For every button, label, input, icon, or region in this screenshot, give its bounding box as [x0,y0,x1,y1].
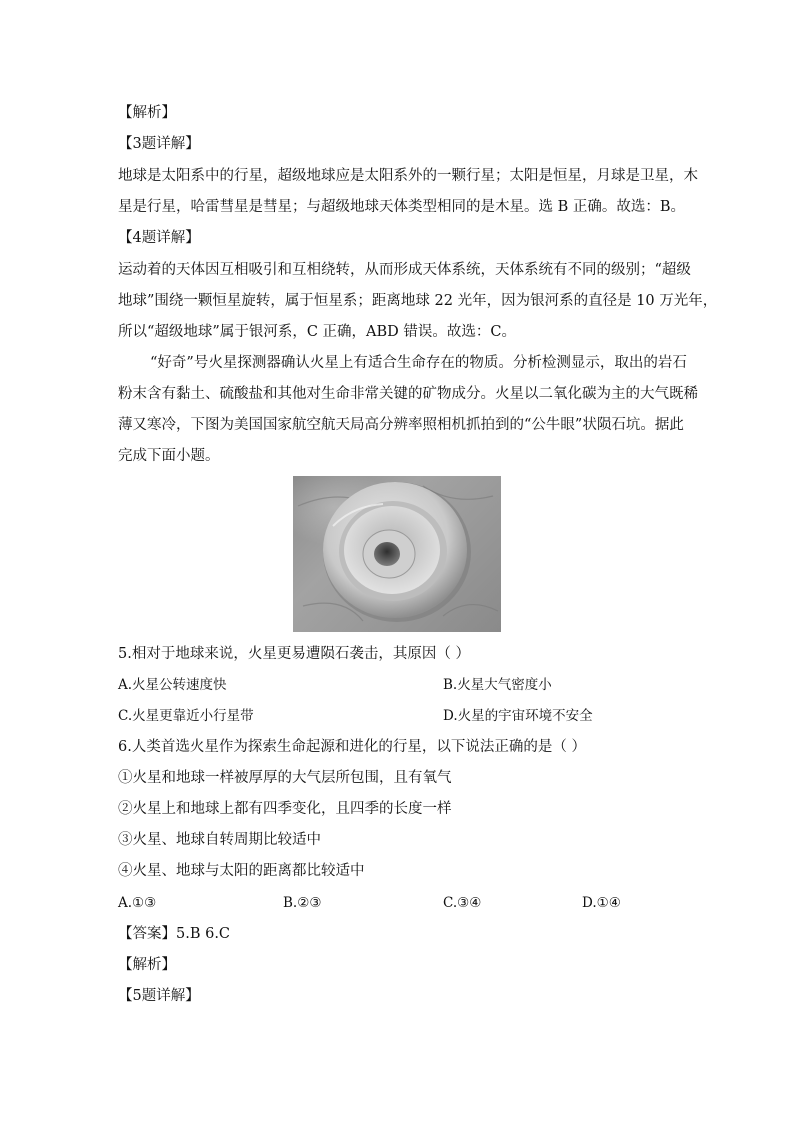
passage-line-3: 薄又寒冷，下图为美国国家航空航天局高分辨率照相机抓拍到的“公牛眼”状陨石坑。据此 [118,417,684,433]
q3-explanation-line-1: 地球是太阳系中的行星，超级地球应是太阳系外的一颗行星；太阳是恒星，月球是卫星，木 [118,168,698,184]
q5-option-c[interactable]: C.火星更靠近小行星带 [118,708,254,724]
passage-line-1: “好奇”号火星探测器确认火星上有适合生命存在的物质。分析检测显示，取出的岩石 [150,355,687,371]
answer-line: 【答案】5.B 6.C [118,926,231,942]
q5-option-b[interactable]: B.火星大气密度小 [443,677,552,693]
q4-detail-heading: 【4题详解】 [118,230,200,246]
q6-statement-2: ②火星上和地球上都有四季变化，且四季的长度一样 [118,801,452,817]
q5-detail-heading: 【5题详解】 [118,988,200,1004]
passage-line-4: 完成下面小题。 [118,448,220,464]
q6-option-a[interactable]: A.①③ [118,895,157,911]
question-6: 6.人类首选火星作为探索生命起源和进化的行星，以下说法正确的是（ ） [118,739,586,755]
q3-detail-heading: 【3题详解】 [118,136,200,152]
q4-explanation-line-2: 地球”围绕一颗恒星旋转，属于恒星系；距离地球 22 光年，因为银河系的直径是 10 万光年， [118,293,718,309]
analysis-heading-2: 【解析】 [118,957,176,973]
q6-option-d[interactable]: D.①④ [582,895,621,911]
q6-statement-1: ①火星和地球一样被厚厚的大气层所包围，且有氧气 [118,770,452,786]
q6-statement-3: ③火星、地球自转周期比较适中 [118,832,321,848]
q6-option-b[interactable]: B.②③ [283,895,322,911]
q6-option-c[interactable]: C.③④ [443,895,482,911]
question-5: 5.相对于地球来说，火星更易遭陨石袭击，其原因（ ） [118,646,470,662]
q6-statement-4: ④火星、地球与太阳的距离都比较适中 [118,863,365,879]
analysis-heading: 【解析】 [118,105,176,121]
q5-option-a[interactable]: A.火星公转速度快 [118,677,227,693]
q5-option-d[interactable]: D.火星的宇宙环境不安全 [443,708,593,724]
passage-line-2: 粉末含有黏土、硫酸盐和其他对生命非常关键的矿物成分。火星以二氧化碳为主的大气既稀 [118,386,698,402]
q4-explanation-line-1: 运动着的天体因互相吸引和互相绕转，从而形成天体系统，天体系统有不同的级别；“超级 [118,262,691,278]
crater-photo [293,476,501,632]
q3-explanation-line-2: 星是行星，哈雷彗星是彗星；与超级地球天体类型相同的是木星。选 B 正确。故选：B。 [118,199,686,215]
q4-explanation-line-3: 所以“超级地球”属于银河系，C 正确，ABD 错误。故选：C。 [118,324,516,340]
crater-illustration [293,476,501,632]
